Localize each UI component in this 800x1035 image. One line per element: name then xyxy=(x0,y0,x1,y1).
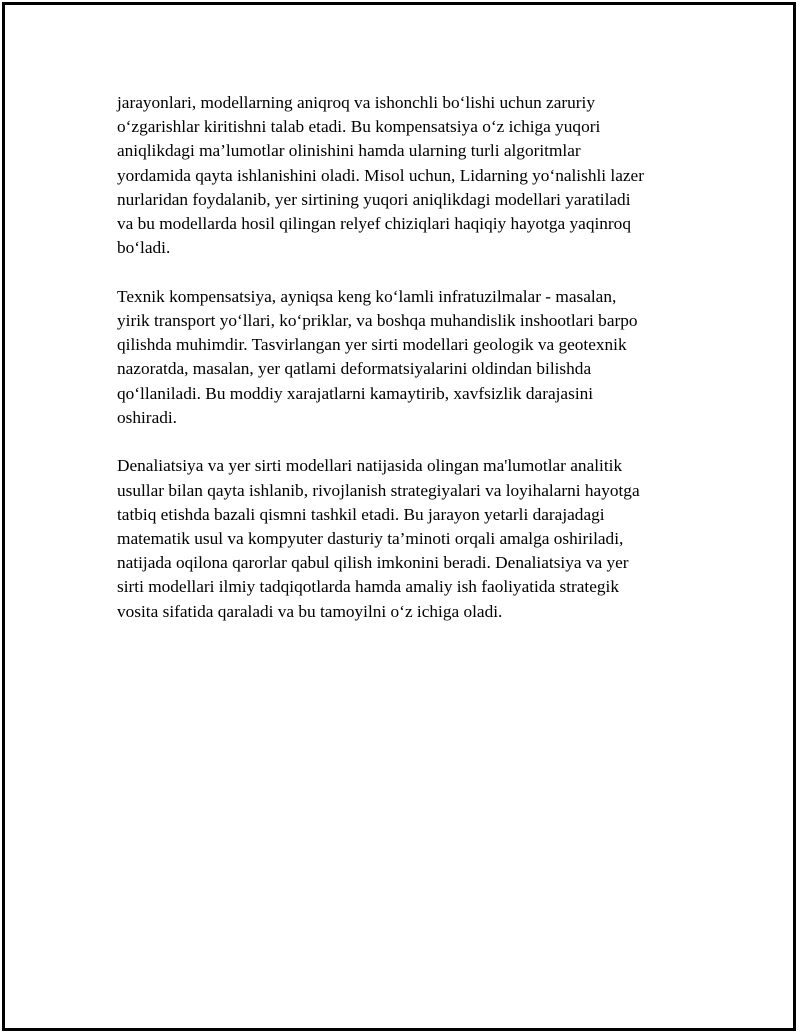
paragraph-3 xyxy=(117,454,682,623)
text-line: aniqlikdagi ma’lumotlar olinishini hamda ularning turli algoritmlar xyxy=(117,141,581,161)
text-line: Texnik kompensatsiya, ayniqsa keng ko‘lamli infratuzilmalar - masalan, xyxy=(117,286,617,306)
text-line: Denaliatsiya va yer sirti modellari natijasida olingan ma'lumotlar analitik xyxy=(117,456,623,476)
text-line: qo‘llaniladi. Bu moddiy xarajatlarni kamaytirib, xavfsizlik darajasini xyxy=(117,383,594,403)
text-line: yordamida qayta ishlanishini oladi. Misol uchun, Lidarning yo‘nalishli lazer xyxy=(117,165,644,185)
text-line: o‘zgarishlar kiritishni talab etadi. Bu kompensatsiya o‘z ichiga yuqori xyxy=(117,117,601,137)
text-line: oshiradi. xyxy=(117,407,177,427)
text-line: qilishda muhimdir. Tasvirlangan yer sirti modellari geologik va geotexnik xyxy=(117,335,627,355)
text-line: tatbiq etishda bazali qismni tashkil etadi. Bu jarayon yetarli darajadagi xyxy=(117,504,605,524)
text-line: yirik transport yo‘llari, ko‘priklar, va boshqa muhandislik inshootlari barpo xyxy=(117,311,638,331)
text-line: sirti modellari ilmiy tadqiqotlarda hamda amaliy ish faoliyatida strategik xyxy=(117,577,619,597)
document-body xyxy=(117,91,682,648)
text-line: natijada oqilona qarorlar qabul qilish imkonini beradi. Denaliatsiya va yer xyxy=(117,553,629,573)
text-line: nazoratda, masalan, yer qatlami deformatsiyalarini oldindan bilishda xyxy=(117,359,592,379)
text-line: va bu modellarda hosil qilingan relyef chiziqlari haqiqiy hayotga yaqinroq xyxy=(117,214,631,234)
text-line: vosita sifatida qaraladi va bu tamoyilni o‘z ichiga oladi. xyxy=(117,601,503,621)
text-line: usullar bilan qayta ishlanib, rivojlanish strategiyalari va loyihalarni hayotga xyxy=(117,480,640,500)
text-line: matematik usul va kompyuter dasturiy ta’minoti orqali amalga oshiriladi, xyxy=(117,529,624,549)
text-line: nurlaridan foydalanib, yer sirtining yuqori aniqlikdagi modellari yaratiladi xyxy=(117,189,631,209)
paragraph-1 xyxy=(117,91,682,260)
paragraph-2 xyxy=(117,285,682,430)
text-line: bo‘ladi. xyxy=(117,238,171,258)
text-line: jarayonlari, modellarning aniqroq va ishonchli bo‘lishi uchun zaruriy xyxy=(117,93,595,112)
